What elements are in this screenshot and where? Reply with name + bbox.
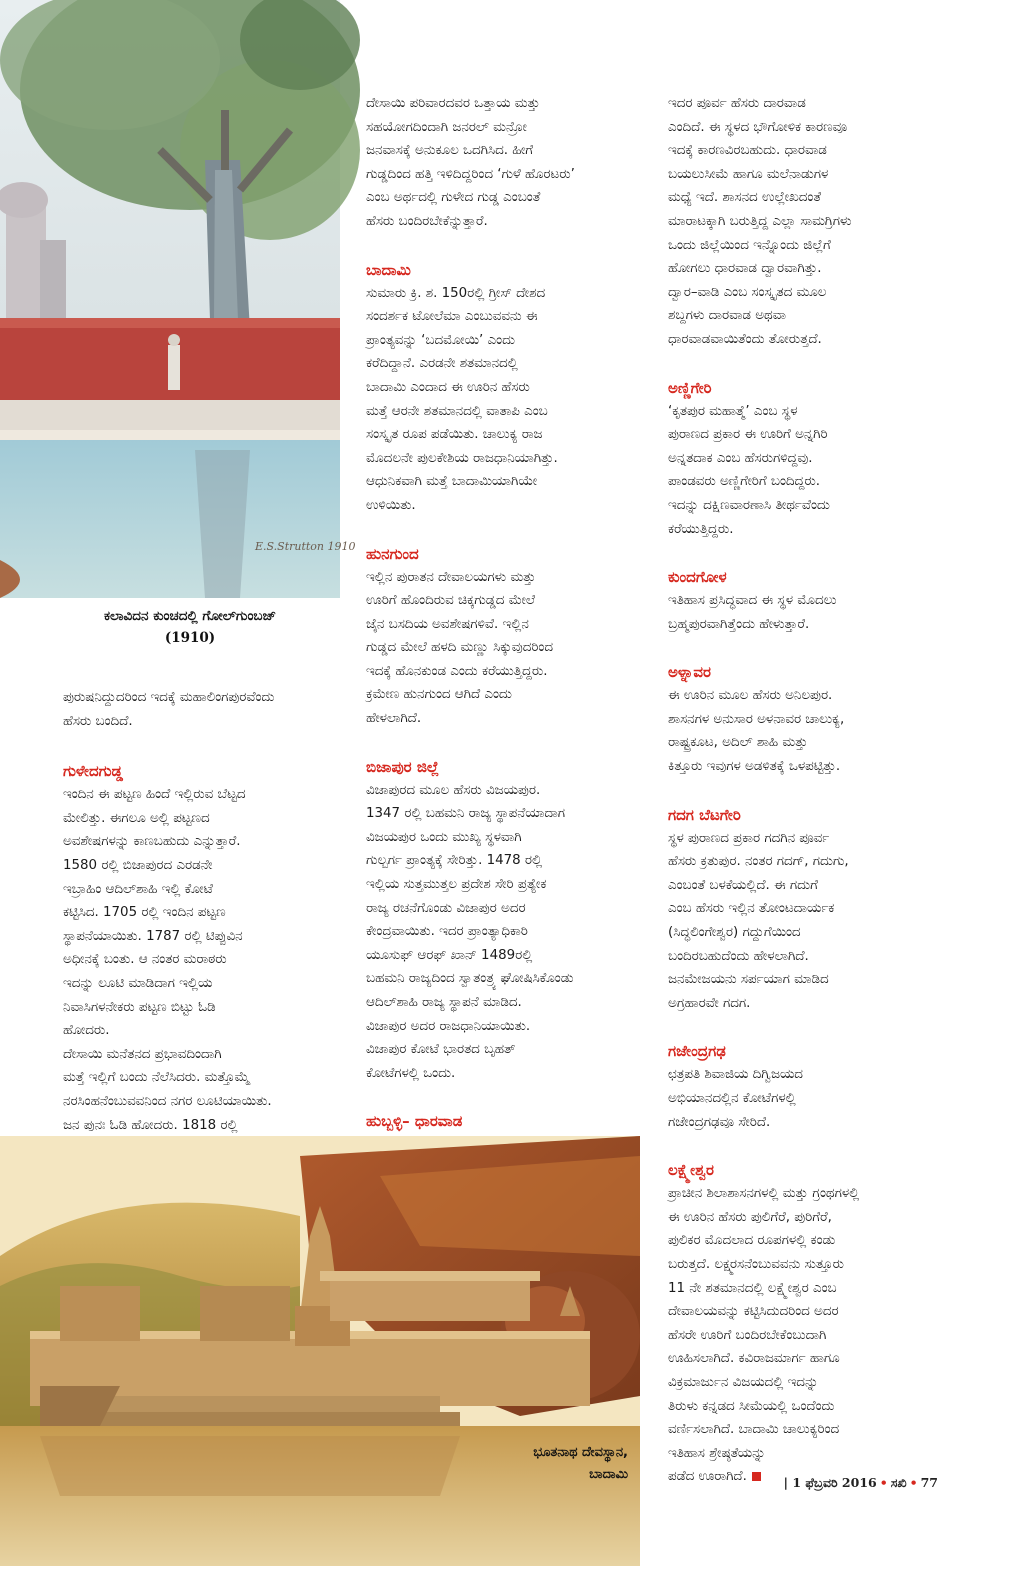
heading-hunagunda: ಹುನಗುಂದ xyxy=(366,544,419,563)
temple-caption-line1: ಭೂತನಾಥ ದೇವಸ್ಥಾನ, xyxy=(533,1445,628,1460)
folio-separator: • xyxy=(909,1475,918,1490)
body-alnavara: ಈ ಊರಿನ ಮೂಲ ಹೆಸರು ಅನಿಲಪುರ. ಶಾಸನಗಳ ಅನುಸಾರ ಅಳನಾವರ ಚಾಲುಕ್ಯ, ರಾಷ್ಟ್ರಕೂಟ, ಅದಿಲ್ ಶಾಹಿ ಮತ್ತು ಕಿತ್ತೂರು ಇವುಗಳ ಅಡಳಿತಕ್ಕೆ ಒಳಪಟ್ಟಿತ್ತು. xyxy=(668,688,845,775)
painting-caption-title: ಕಲಾವಿದನ ಕುಂಚದಲ್ಲಿ ಗೋಲ್‌ಗುಂಬಜ್ xyxy=(103,608,277,624)
body-badami: ಸುಮಾರು ಕ್ರಿ. ಶ. 150ರಲ್ಲಿ ಗ್ರೀಸ್ ದೇಶದ ಸಂದರ್ಶಕ ಟೋಲೆಮಾ ಎಂಬುವವನು ಈ ಪ್ರಾಂತ್ಯವನ್ನು ‘ಬದಮೋಯಿ’ ಎಂದು ಕರೆದಿದ್ದಾನೆ. ಎರಡನೇ ಶತಮಾನದಲ್ಲಿ ಬಾದಾಮಿ ಎಂದಾದ ಈ ಊರಿನ ಹೆಸರು ಮತ್ತೆ ಆರನೇ ಶತಮಾನದಲ್ಲಿ ವಾತಾಪಿ ಎಂಬ ಸಂಸ್ಕೃತ ರೂಪ ಪಡೆಯಿತು. ಚಾಲುಕ್ಯ ರಾಜ ಮೊದಲನೇ ಪುಲಕೇಶಿಯ ರಾಜಧಾನಿಯಾಗಿತ್ತು. ಆಧುನಿಕವಾಗಿ ಮತ್ತೆ ಬಾದಾಮಿಯಾಗಿಯೇ ಉಳಿಯಿತು. xyxy=(366,285,558,513)
svg-text:E.S.Strutton 1910: E.S.Strutton 1910 xyxy=(255,540,356,553)
photo-bhutanatha-temple xyxy=(0,1136,640,1566)
folio-date: 1 ಫೆಬ್ರವರಿ 2016 xyxy=(792,1475,877,1490)
folio-magazine: ಸಖಿ xyxy=(890,1475,907,1490)
body-hunagunda: ಇಲ್ಲಿನ ಪುರಾತನ ದೇವಾಲಯಗಳು ಮತ್ತು ಊರಿಗೆ ಹೊಂದಿರುವ ಚಿಕ್ಕಗುಡ್ಡದ ಮೇಲೆ ಜೈನ ಬಸದಿಯ ಅವಶೇಷಗಳಿವೆ. ಇಲ್ಲಿನ ಗುಡ್ಡದ ಮೇಲೆ ಹಳದಿ ಮಣ್ಣು ಸಿಕ್ಕುವುದರಿಂದ ಇದಕ್ಕೆ ಹೊನಕುಂಡ ಎಂದು ಕರೆಯುತ್ತಿದ್ದರು. ಕ್ರಮೇಣ ಹುನಗುಂದ ಆಗಿದೆ ಎಂದು ಹೇಳಲಾಗಿದೆ. xyxy=(366,569,554,727)
body-lakshmeshwara-text: ಪ್ರಾಚೀನ ಶಿಲಾಶಾಸನಗಳಲ್ಲಿ ಮತ್ತು ಗ್ರಂಥಗಳಲ್ಲಿ ಈ ಊರಿನ ಹೆಸರು ಪುಲಿಗೆರೆ, ಪುರಿಗೆರೆ, ಪುಲಿಕರ ಮೊದಲಾದ ರೂಪಗಳಲ್ಲಿ ಕಂಡು ಬರುತ್ತದೆ. ಲಕ್ಷ್ಮರಸನೆಂಬುವವನು ಸುತ್ತೂರು 11 ನೇ ಶತಮಾನದಲ್ಲಿ ಲಕ್ಷ್ಮೇಶ್ವರ ಎಂಬ ದೇವಾಲಯವನ್ನು ಕಟ್ಟಿಸಿದುದರಿಂದ ಅದರ ಹೆಸರೇ ಊರಿಗೆ ಬಂದಿರಬೇಕೆಂಬುದಾಗಿ ಊಹಿಸಲಾಗಿದೆ. ಕವಿರಾಜಮಾರ್ಗ ಹಾಗೂ ವಿಕ್ರಮಾರ್ಜುನ ವಿಜಯದಲ್ಲಿ ಇದನ್ನು ತಿರುಳು ಕನ್ನಡದ ಸೀಮೆಯಲ್ಲಿ ಒಂದೆಂದು ವರ್ಣಿಸಲಾಗಿದೆ. ಬಾದಾಮಿ ಚಾಲುಕ್ಯರಿಂದ ಇತಿಹಾಸ ಶ್ರೇಷ್ಠತೆಯನ್ನು ಪಡೆದ ಊರಾಗಿದೆ. xyxy=(668,1186,860,1485)
painting-caption-year: (1910) xyxy=(164,630,216,646)
folio-separator: • xyxy=(879,1475,888,1490)
middle-column xyxy=(366,92,648,1157)
right-column xyxy=(668,92,953,1489)
right-intro: ಇದರ ಪೂರ್ವ ಹೆಸರು ದಾರವಾಡ ಎಂದಿದೆ. ಈ ಸ್ಥಳದ ಭೌಗೋಳಿಕ ಕಾರಣವೂ ಇದಕ್ಕೆ ಕಾರಣವಿರಬಹುದು. ಧಾರವಾಡ ಬಯಲುಸೀಮೆ ಹಾಗೂ ಮಲೆನಾಡುಗಳ ಮಧ್ಯೆ ಇದೆ. ಶಾಸನದ ಉಲ್ಲೇಖದಂತೆ ಮಾರಾಟಕ್ಕಾಗಿ ಬರುತ್ತಿದ್ದ ಎಲ್ಲಾ ಸಾಮಗ್ರಿಗಳು ಒಂದು ಜಿಲ್ಲೆಯಿಂದ ಇನ್ನೊಂದು ಜಿಲ್ಲೆಗೆ ಹೋಗಲು ಧಾರವಾಡ ದ್ವಾರವಾಗಿತ್ತು. ದ್ವಾರ–ವಾಡಿ ಎಂಬ ಸಂಸ್ಕೃತದ ಮೂಲ ಶಬ್ದಗಳು ದಾರವಾಡ ಅಥವಾ ಧಾರವಾಡವಾಯಿತೆಂದು ತೋರುತ್ತದೆ. xyxy=(668,96,852,347)
folio-bar: | xyxy=(783,1475,793,1490)
temple-caption-line2: ಬಾದಾಮಿ xyxy=(589,1467,628,1482)
end-of-article-mark xyxy=(752,1472,761,1481)
heading-kundagola: ಕುಂದಗೋಳ xyxy=(668,568,727,587)
body-gadag: ಸ್ಥಳ ಪುರಾಣದ ಪ್ರಕಾರ ಗದಗಿನ ಪೂರ್ವ ಹೆಸರು ಕ್ರತುಪುರ. ನಂತರ ಗದಗ್, ಗದುಗು, ಎಂಬಂತೆ ಬಳಕೆಯಲ್ಲಿದೆ. ಈ ಗದುಗೆ ಎಂಬ ಹೆಸರು ಇಲ್ಲಿನ ತೋಂಟದಾರ್ಯಕ (ಸಿದ್ಧಲಿಂಗೇಶ್ವರ) ಗದ್ದುಗೆಯಿಂದ ಬಂದಿರಬಹುದೆಂದು ಹೇಳಲಾಗಿದೆ. ಜನಮೇಜಯನು ಸರ್ಪಯಾಗ ಮಾಡಿದ ಅಗ್ರಹಾರವೇ ಗದಗ. xyxy=(668,830,849,1011)
painting-signature xyxy=(254,540,356,553)
body-lakshmeshwara xyxy=(668,1182,953,1489)
body-guledagudda: ಇಂದಿನ ಈ ಪಟ್ಟಣ ಹಿಂದೆ ಇಲ್ಲಿರುವ ಬೆಟ್ಟದ ಮೇಲಿತ್ತು. ಈಗಲೂ ಅಲ್ಲಿ ಪಟ್ಟಣದ ಅವಶೇಷಗಳನ್ನು ಕಾಣಬಹುದು ಎನ್ನುತ್ತಾರೆ. 1580 ರಲ್ಲಿ ಬಿಜಾಪುರದ ಎರಡನೇ ಇಬ್ರಾಹಿಂ ಆದಿಲ್‌ಶಾಹಿ ಇಲ್ಲಿ ಕೋಟೆ ಕಟ್ಟಿಸಿದ. 1705 ರಲ್ಲಿ ಇಂದಿನ ಪಟ್ಟಣ ಸ್ಥಾಪನೆಯಾಯಿತು. 1787 ರಲ್ಲಿ ಟಿಪ್ಪುವಿನ ಅಧೀನಕ್ಕೆ ಬಂತು. ಆ ನಂತರ ಮರಾಠರು ಇದನ್ನು ಲೂಟಿ ಮಾಡಿದಾಗ ಇಲ್ಲಿಯ ನಿವಾಸಿಗಳನೇಕರು ಪಟ್ಟಣ ಬಿಟ್ಟು ಓಡಿ ಹೋದರು. ದೇಸಾಯಿ ಮನೆತನದ ಪ್ರಭಾವದಿಂದಾಗಿ ಮತ್ತೆ ಇಲ್ಲಿಗೆ ಬಂದು ನೆಲೆಸಿದರು. ಮತ್ತೊಮ್ಮೆ ನರಸಿಂಹನೆಂಬುವವನಿಂದ ನಗರ ಲೂಟಿಯಾಯಿತು. ಜನ ಪುನಃ ಓಡಿ ಹೋದರು. 1818 ರಲ್ಲಿ xyxy=(63,787,272,1133)
heading-gadag: ಗದಗ ಬೆಟಗೇರಿ xyxy=(668,805,741,824)
left-column xyxy=(63,686,343,1137)
heading-guledagudda: ಗುಳೇದಗುಡ್ಡ xyxy=(63,762,123,781)
heading-hubballi: ಹುಬ್ಬಳ್ಳಿ– ಧಾರವಾಡ xyxy=(366,1112,463,1131)
painting-caption xyxy=(40,605,340,649)
page-folio xyxy=(783,1475,938,1491)
body-kundagola: ಇತಿಹಾಸ ಪ್ರಸಿದ್ಧವಾದ ಈ ಸ್ಥಳ ಮೊದಲು ಬ್ರಹ್ಮಪುರವಾಗಿತ್ತೆಂದು ಹೇಳುತ್ತಾರೆ. xyxy=(668,593,837,632)
temple-photo-caption xyxy=(533,1442,628,1486)
temple-photo-illustration xyxy=(0,1136,640,1566)
painting-gol-gumbaz xyxy=(0,0,356,598)
heading-alnavara: ಅಳ್ನಾವರ xyxy=(668,663,711,682)
middle-intro: ದೇಸಾಯಿ ಪರಿವಾರದವರ ಒತ್ತಾಯ ಮತ್ತು ಸಹಯೋಗದಿಂದಾಗಿ ಜನರಲ್ ಮನ್ರೋ ಜನವಾಸಕ್ಕೆ ಅನುಕೂಲ ಒದಗಿಸಿದ. ಹೀಗೆ ಗುಡ್ಡದಿಂದ ಹತ್ತಿ ಇಳಿದಿದ್ದರಿಂದ ‘ಗುಳೆ ಹೊರಟರು’ ಎಂಬ ಅರ್ಥದಲ್ಲಿ ಗುಳೇದ ಗುಡ್ಡ ಎಂಬಂತೆ ಹೆಸರು ಬಂದಿರಬೇಕೆನ್ನುತ್ತಾರೆ. xyxy=(366,96,575,229)
heading-annigeri: ಅಣ್ಣಿಗೇರಿ xyxy=(668,378,712,397)
body-gajendragada: ಛತ್ರಪತಿ ಶಿವಾಜಿಯ ದಿಗ್ವಿಜಯದ ಅಭಿಯಾನದಲ್ಲಿನ ಕೋಟೆಗಳಲ್ಲಿ ಗಜೇಂದ್ರಗಢವೂ ಸೇರಿದೆ. xyxy=(668,1067,803,1130)
heading-badami: ಬಾದಾಮಿ xyxy=(366,260,411,279)
body-bijapura: ವಿಜಾಪುರದ ಮೂಲ ಹೆಸರು ವಿಜಯಪುರ. 1347 ರಲ್ಲಿ ಬಹಮನಿ ರಾಜ್ಯ ಸ್ಥಾಪನೆಯಾದಾಗ ವಿಜಯಪುರ ಒಂದು ಮುಖ್ಯ ಸ್ಥಳವಾಗಿ ಗುಲ್ಬರ್ಗ ಪ್ರಾಂತ್ಯಕ್ಕೆ ಸೇರಿತ್ತು. 1478 ರಲ್ಲಿ ಇಲ್ಲಿಯ ಸುತ್ತಮುತ್ತಲ ಪ್ರದೇಶ ಸೇರಿ ಪ್ರತ್ಯೇಕ ರಾಜ್ಯ ರಚನೆಗೊಂಡು ವಿಜಾಪುರ ಅದರ ಕೇಂದ್ರವಾಯಿತು. ಇದರ ಪ್ರಾಂತ್ಯಾಧಿಕಾರಿ ಯೂಸುಫ್ ಆರಫ್ ಖಾನ್ 1489ರಲ್ಲಿ ಬಹಮನಿ ರಾಜ್ಯದಿಂದ ಸ್ವಾತಂತ್ರ್ಯ ಘೋಷಿಸಿಕೊಂಡು ಆದಿಲ್‌ಶಾಹಿ ರಾಜ್ಯ ಸ್ಥಾಪನೆ ಮಾಡಿದ. ವಿಜಾಪುರ ಅದರ ರಾಜಧಾನಿಯಾಯಿತು. ವಿಜಾಪುರ ಕೋಟೆ ಭಾರತದ ಬೃಹತ್ ಕೋಟೆಗಳಲ್ಲಿ ಒಂದು. xyxy=(366,782,574,1081)
heading-lakshmeshwara: ಲಕ್ಷ್ಮೇಶ್ವರ xyxy=(668,1161,714,1180)
page-number: 77 xyxy=(920,1475,938,1490)
heading-gajendragada: ಗಜೇಂದ್ರಗಢ xyxy=(668,1042,726,1061)
body-annigeri: ‘ಕೃತಪುರ ಮಹಾತ್ಮೆ’ ಎಂಬ ಸ್ಥಳ ಪುರಾಣದ ಪ್ರಕಾರ ಈ ಊರಿಗೆ ಅನ್ನಗಿರಿ ಅನ್ನತದಾಕ ಎಂಬ ಹೆಸರುಗಳಿದ್ದವು. ಪಾಂಡವರು ಅಣ್ಣಿಗೇರಿಗೆ ಬಂದಿದ್ದರು. ಇದನ್ನು ದಕ್ಷಿಣವಾರಣಾಸಿ ತೀರ್ಥವೆಂದು ಕರೆಯುತ್ತಿದ್ದರು. xyxy=(668,403,830,537)
painting-illustration xyxy=(0,0,356,598)
left-intro: ಪುರುಷನಿದ್ದುದರಿಂದ ಇದಕ್ಕೆ ಮಹಾಲಿಂಗಪುರವೆಂದು ಹೆಸರು ಬಂದಿದೆ. xyxy=(63,690,275,729)
heading-bijapura: ಬಿಜಾಪುರ ಜಿಲ್ಲೆ xyxy=(366,757,440,776)
